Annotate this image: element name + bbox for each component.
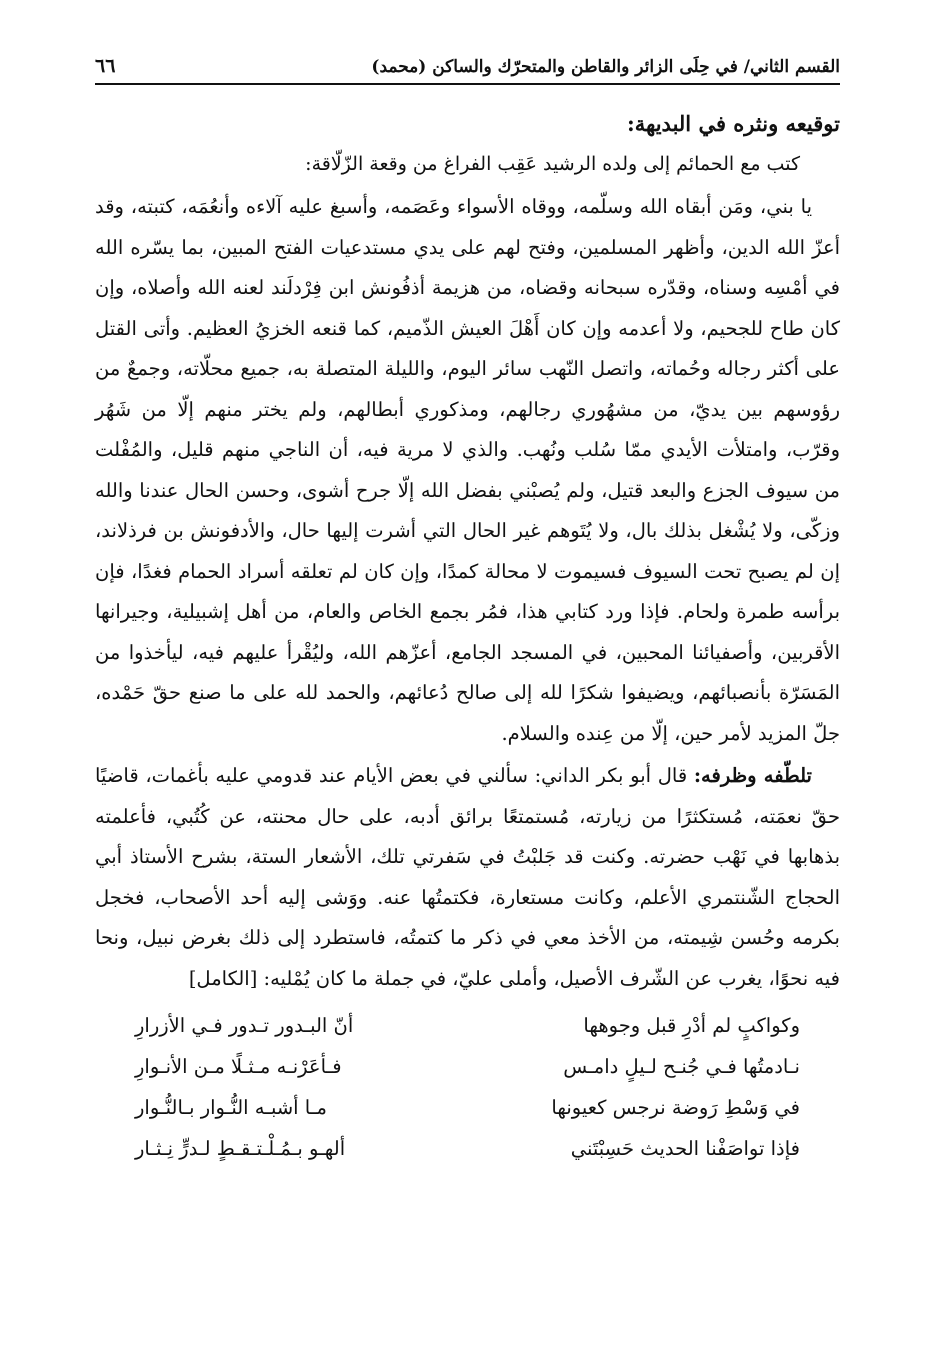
- first-hemistich: نـادمتُها فـي جُنـح لـيلٍ دامـس: [563, 1055, 800, 1078]
- second-hemistich: فـأعَرْنـه مـثـلًا مـن الأنـوارِ: [135, 1055, 342, 1078]
- verse-line: [95, 1128, 840, 1169]
- verse-line: [95, 1005, 840, 1046]
- first-hemistich: فإذا تواصَفْنا الحديث حَسِبْتَني: [570, 1137, 800, 1160]
- section-heading: توقيعه ونثره في البديهة:: [627, 111, 840, 136]
- second-hemistich: مـا أشبـه النُّـوار بـالنُّـوار: [135, 1096, 327, 1119]
- verse-line: [95, 1046, 840, 1087]
- intro-line: كتب مع الحمائم إلى ولده الرشيد عَقِب الفراغ من وقعة الزّلّاقة:: [305, 153, 800, 175]
- second-hemistich: أنّ البـدور تـدور فـي الأزرارِ: [135, 1014, 354, 1037]
- page-number: ٦٦: [95, 55, 116, 77]
- first-hemistich: في وَسْطِ رَوضة نرجس كعيونها: [551, 1096, 800, 1119]
- running-header: [95, 55, 840, 85]
- poem: [95, 1005, 840, 1169]
- book-page: [95, 55, 840, 1169]
- anecdote-text: قال أبو بكر الداني: سألني في بعض الأيام عند قدومي عليه بأغمات، قاضيًا حقّ نعمَته، مُستكثرًا من زيارته، مُستمتعًا برائق أدبه، على حال محنته، عن كُتُبي، فأعلمته بذهابها في نَهْب حضرته. وكنت قد جَلبْتُ في سَفرتي تلك، الأشعار الستة، بشرح الأستاذ أبي الحجاج الشّنتمري الأعلم، وكانت مستعارة، فكتمتُها عنه. ووَشى إليه أحد الأصحاب، فخجل بكرمه وحُسن شِيمته، من الأخذ معي في ذكر ما كتمتُه، فاستطرد إلى ذلك بغرض نبيل، ونحا فيه نحوًا، يغرب عن الشّرف الأصيل، وأملى عليّ، في جملة ما كان يُمْليه: [الكامل]: [95, 764, 840, 990]
- first-hemistich: وكواكبٍ لم أدْرِ قبل وجوهها: [583, 1014, 800, 1037]
- running-title: القسم الثاني/ في حِلَى الزائر والقاطن والمتحرّك والساكن (محمد): [371, 57, 840, 77]
- verse-line: [95, 1087, 840, 1128]
- letter-paragraph: يا بني، ومَن أبقاه الله وسلّمه، ووقاه الأسواء وعَصَمه، وأسبغ عليه آلاءه وأنعُمَه، كتبته، وقد أعزّ الله الدين، وأظهر المسلمين، وفتح لهم على يدي مستدعيات الفتح المبين، بما يسّره الله في أمْسِه وسناه، وقدّره سبحانه وقضاه، من هزيمة أذفُونش ابن فِرْدلَند لعنه الله وأصلاه، وإن كان طاح للجحيم، ولا أعدمه وإن كان أَهْلَ العيش الذّميم، كما قنعه الخزيُ العظيم. وأتى القتل على أكثر رجاله وحُماته، واتصل النّهب سائر اليوم، والليلة المتصلة به، جميع محلّاته، وجمعٌ من رؤوسهم بين يديّ، من مشهُوري رجالهم، ومذكوري أبطالهم، ولم يختر منهم إلّا من شَهُر وقرّب، وامتلأت الأيدي ممّا سُلب ونُهب. والذي لا مرية فيه، أن الناجي منهم قليل، والمُفْلت من سيوف الجزع والبعد قتيل، ولم يُصبْني بفضل الله إلّا جرح أشوى، وحسن الحال عندنا والله وزكّى، ولا يُشْغل بذلك بال، ولا يُتَوهم غير الحال التي أشرت إليها حال، والأدفونش بن فرذلاند، إن لم يصبح تحت السيوف فسيموت لا محالة كمدًا، وإن كان لم تعلقه أسراد الحمام فغدًا، فإن برأسه طمرة ولحام. فإذا ورد كتابي هذا، فمُر بجمع الخاص والعام، من أهل إشبيلية، وجيرانها الأقربين، وأصفيائنا المحبين، في المسجد الجامع، أعزّهم الله، وليُقْرأ عليهم فيه، ليأخذوا من المَسَرّة بأنصبائهم، ويضيفوا شكرًا لله إلى صالح دُعائهم، والحمد لله على ما صنع حقّ حَمْده، جلّ المزيد لأمر حين، إلّا من عِنده والسلام.: [95, 195, 840, 745]
- second-hemistich: ألهـو بـمُـلْـتـقـطٍ لـدرٍّ نِـثـار: [135, 1137, 346, 1160]
- anecdote-lead: تلطّفه وظرفه:: [693, 764, 812, 787]
- anecdote-paragraph: [95, 756, 840, 999]
